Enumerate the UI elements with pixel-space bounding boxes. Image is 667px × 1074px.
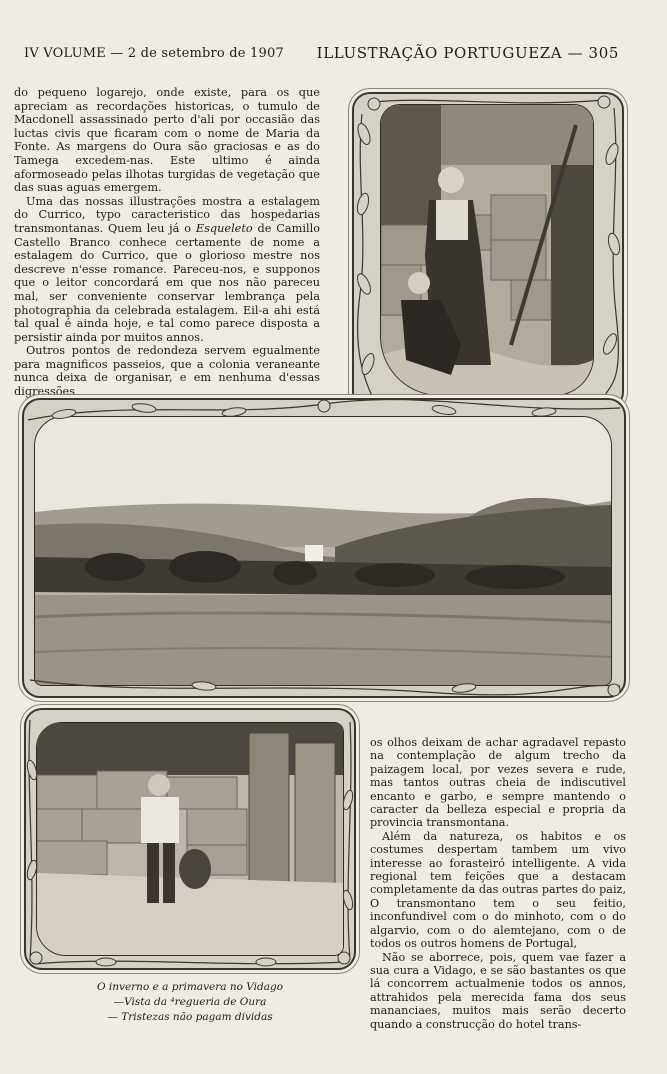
paragraph-vidago: Não se aborrece, pois, quem vae fazer a sua cura a Vidago, e se são bastantes os que lá concorrem actualmenie todos os annos, attrahidos pela merecida fama dos seus mananciaes, muitos mais serão decerto quando a construcção do hotel trans- <box>370 950 626 1031</box>
page-number: — 305 <box>567 44 619 62</box>
book-title: Esqueleto <box>195 221 253 235</box>
article-text-top <box>14 86 320 399</box>
paragraph-outings: Outros pontos de redondeza servem egualmente para magnificos passeios, que a colonia veraneante nunca deixa de organisar, e em nenhuma d'essas digressões <box>14 344 320 399</box>
issue-line <box>24 46 284 61</box>
publication-line <box>317 44 619 62</box>
article-text-bottom <box>370 736 626 1031</box>
leaf-border-icon <box>26 710 354 968</box>
publication-title: ILLUSTRAÇÃO PORTUGUEZA <box>316 44 563 62</box>
volume-label: IV VOLUME <box>24 46 106 61</box>
issue-date: — 2 de setembro de 1907 <box>110 46 284 61</box>
photo-frame-landscape <box>22 398 626 698</box>
paragraph-landscape: os olhos deixam de achar agradavel repasto na contemplação de algum trecho da paizagem local, por vezes severa e rude, mas tantos outras cheia de indiscutivel encanto e garbo, e sempre mantendo o caracter da belleza especial e propria da provincia transmontana. <box>370 736 626 830</box>
photo-caption <box>40 980 340 1025</box>
paragraph-customs: Além da natureza, os habitos e os costumes despertam tambem um vivo interesse ao forasteiró intelligente. A vida regional tem feições que a destacam completamente da das outras partes do paiz, O transmontano tem o seu feitio, inconfundivel com o do minhoto, com o do algarvio, com o do alemtejano, com o de todos os outros homens de Portugal, <box>370 829 626 951</box>
paragraph-inn <box>14 195 320 345</box>
caption-line-1: O inverno e a primavera no Vidago <box>96 981 284 993</box>
caption-line-3: — Tristezas não pagam dividas <box>107 1011 273 1023</box>
inn-text-end: de Camillo Castello Branco conhece certamente de nome a estalagem do Currico, que o glorioso mestre nos descreve n'esse romance. Pareceu-nos, e supponos que o leitor concordará em que nos não pareceu mal, ser conveniente conservar lembrança pela photographia da celebrada estalagem. Eil-a ahi está tal qual é ainda hoje, e tal como parece disposta a persistir ainda por muitos annos. <box>14 221 320 344</box>
inn-text-start: Uma das nossas illustrações mostra a estalagem do Currico, typo caracteristico das hospedarias transmontanas. Quem leu já o <box>14 194 320 235</box>
vine-border-icon <box>24 400 624 696</box>
photo-frame-boy <box>24 708 356 970</box>
page-header <box>0 44 667 68</box>
photo-frame-woman-child <box>352 92 624 410</box>
paragraph-tomb: do pequeno logarejo, onde existe, para os que apreciam as recordações historicas, o tumulo de Macdonell assassinado perto d'ali por occasião das luctas civis que ficaram com o nome de Maria da Fonte. As margens do Oura são graciosas e as do Tamega excedem-nas. Este ultimo é ainda aformoseado pelas ilhotas turgidas de vegetação que das suas aguas emergem. <box>14 86 320 195</box>
caption-line-2: —Vista da ⁴regueria de Oura <box>113 996 267 1008</box>
floral-border-icon <box>354 94 622 408</box>
